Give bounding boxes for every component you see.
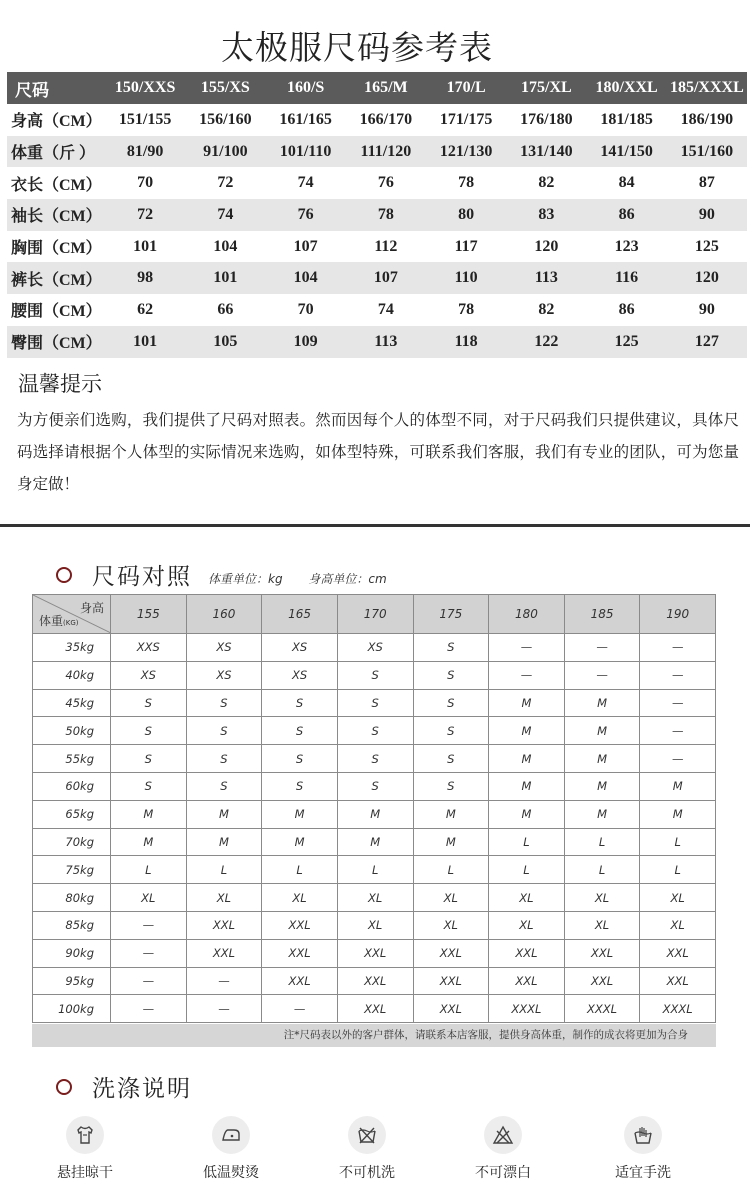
table-cell: 176/180 xyxy=(506,104,586,136)
table-cell: 151/155 xyxy=(105,104,185,136)
size-cell: M xyxy=(489,689,565,717)
wash-label: 低温熨烫 xyxy=(203,1165,259,1181)
table-cell: 101 xyxy=(105,231,185,263)
wash-label: 不可漂白 xyxy=(475,1165,531,1181)
table-cell: 72 xyxy=(105,199,185,231)
size-cell: L xyxy=(337,856,413,884)
size-table-header xyxy=(7,72,747,104)
table-cell: 86 xyxy=(587,294,667,326)
size-cell: XXL xyxy=(413,995,489,1023)
table-row xyxy=(7,167,747,199)
table-cell: 171/175 xyxy=(426,104,506,136)
table-cell: 76 xyxy=(266,199,346,231)
height-unit: 身高单位：cm xyxy=(308,572,387,586)
table-cell: 118 xyxy=(426,326,506,358)
weight-label: 80kg xyxy=(33,884,111,912)
size-cell: — xyxy=(564,661,640,689)
table-cell: 74 xyxy=(346,294,426,326)
hand-wash-icon xyxy=(624,1116,662,1154)
size-cell: M xyxy=(640,800,716,828)
weight-height-size-chart xyxy=(32,594,716,1023)
size-cell: XXL xyxy=(186,939,262,967)
table-cell: 107 xyxy=(346,262,426,294)
chart-footnote: 注*尺码表以外的客户群体，请联系本店客服，提供身高体重，制作的成衣将更加为合身 xyxy=(32,1024,716,1047)
size-cell: S xyxy=(262,745,338,773)
height-header-cell: 165 xyxy=(262,595,338,634)
table-cell: 120 xyxy=(667,262,747,294)
wash-title: 洗涤说明 xyxy=(92,1076,192,1102)
size-cell: M xyxy=(262,800,338,828)
size-cell: XL xyxy=(413,911,489,939)
height-header-cell: 185 xyxy=(564,595,640,634)
unit-notes xyxy=(208,570,409,587)
weight-label: 55kg xyxy=(33,745,111,773)
size-cell: S xyxy=(262,689,338,717)
weight-label: 95kg xyxy=(33,967,111,995)
size-cell: XXL xyxy=(262,967,338,995)
row-label: 胸围（CM） xyxy=(7,231,105,263)
size-header-cell: 175/XL xyxy=(506,72,586,104)
table-cell: 181/185 xyxy=(587,104,667,136)
size-cell: S xyxy=(111,717,187,745)
table-row xyxy=(33,772,716,800)
table-row xyxy=(33,745,716,773)
wash-item-low-iron xyxy=(176,1116,286,1182)
table-cell: 86 xyxy=(587,199,667,231)
size-cell: — xyxy=(640,661,716,689)
size-cell: S xyxy=(262,717,338,745)
size-cell: S xyxy=(413,717,489,745)
size-cell: S xyxy=(337,689,413,717)
table-cell: 70 xyxy=(105,167,185,199)
weight-label: 60kg xyxy=(33,772,111,800)
size-header-cell: 160/S xyxy=(266,72,346,104)
size-cell: XS xyxy=(337,634,413,662)
size-cell: — xyxy=(186,967,262,995)
size-header-cell: 150/XXS xyxy=(105,72,185,104)
size-cell: M xyxy=(337,800,413,828)
table-row xyxy=(33,828,716,856)
size-cell: XXL xyxy=(413,967,489,995)
table-row xyxy=(7,136,747,168)
row-label: 臀围（CM） xyxy=(7,326,105,358)
table-cell: 74 xyxy=(266,167,346,199)
low-iron-icon xyxy=(212,1116,250,1154)
table-row xyxy=(33,800,716,828)
size-cell: S xyxy=(186,717,262,745)
size-cell: XXL xyxy=(413,939,489,967)
table-cell: 83 xyxy=(506,199,586,231)
table-row xyxy=(33,634,716,662)
size-cell: L xyxy=(564,856,640,884)
wash-item-no-bleach xyxy=(448,1116,558,1182)
wash-item-no-machine-wash xyxy=(312,1116,422,1182)
table-cell: 117 xyxy=(426,231,506,263)
size-cell: XL xyxy=(337,911,413,939)
size-cell: L xyxy=(262,856,338,884)
size-cell: XXL xyxy=(337,995,413,1023)
table-row xyxy=(7,104,747,136)
size-cell: XS xyxy=(262,634,338,662)
size-chart-title: 尺码对照 xyxy=(92,564,192,590)
table-cell: 113 xyxy=(346,326,426,358)
weight-label: 45kg xyxy=(33,689,111,717)
row-label: 腰围（CM） xyxy=(7,294,105,326)
corner-height-label: 身高 xyxy=(79,601,104,615)
wash-item-hang-dry xyxy=(30,1116,140,1182)
size-cell: M xyxy=(489,772,565,800)
height-header-cell: 160 xyxy=(186,595,262,634)
table-cell: 98 xyxy=(105,262,185,294)
table-cell: 120 xyxy=(506,231,586,263)
size-cell: XL xyxy=(337,884,413,912)
size-cell: M xyxy=(262,828,338,856)
size-cell: XXL xyxy=(262,939,338,967)
ring-bullet-icon xyxy=(56,1079,72,1095)
corner-weight-label: 体重(KG) xyxy=(39,614,79,628)
table-row xyxy=(7,294,747,326)
size-chart-header xyxy=(56,558,409,591)
size-header-cell: 180/XXL xyxy=(587,72,667,104)
weight-label: 50kg xyxy=(33,717,111,745)
size-cell: — xyxy=(640,634,716,662)
wash-label: 适宜手洗 xyxy=(615,1165,671,1181)
size-cell: M xyxy=(111,800,187,828)
table-row xyxy=(33,856,716,884)
row-label: 袖长（CM） xyxy=(7,199,105,231)
tips-text: 为方便亲们选购，我们提供了尺码对照表。然而因每个人的体型不同，对于尺码我们只提供建议，具体尺码选择请根据个人体型的实际情况来选购，如体型特殊，可联系我们客服，我们有专业的团队，可为您量身定做！ xyxy=(17,411,739,493)
table-cell: 78 xyxy=(346,199,426,231)
table-cell: 84 xyxy=(587,167,667,199)
height-header-cell: 170 xyxy=(337,595,413,634)
size-cell: S xyxy=(111,772,187,800)
table-cell: 105 xyxy=(185,326,265,358)
table-cell: 109 xyxy=(266,326,346,358)
table-row xyxy=(7,262,747,294)
size-cell: — xyxy=(111,939,187,967)
table-cell: 111/120 xyxy=(346,136,426,168)
size-cell: XXL xyxy=(337,967,413,995)
table-cell: 112 xyxy=(346,231,426,263)
weight-unit: 体重单位：kg xyxy=(208,572,283,586)
table-cell: 125 xyxy=(667,231,747,263)
table-cell: 82 xyxy=(506,167,586,199)
size-cell: XXXL xyxy=(489,995,565,1023)
size-cell: — xyxy=(111,995,187,1023)
size-cell: XS xyxy=(111,661,187,689)
size-cell: — xyxy=(111,967,187,995)
size-cell: M xyxy=(564,717,640,745)
table-cell: 122 xyxy=(506,326,586,358)
section-divider xyxy=(0,524,750,527)
size-cell: XS xyxy=(186,634,262,662)
size-cell: XL xyxy=(262,884,338,912)
size-cell: — xyxy=(186,995,262,1023)
table-cell: 186/190 xyxy=(667,104,747,136)
table-cell: 74 xyxy=(185,199,265,231)
table-row xyxy=(33,661,716,689)
wash-label: 悬挂晾干 xyxy=(57,1165,113,1181)
size-cell: L xyxy=(413,856,489,884)
size-cell: — xyxy=(111,911,187,939)
size-header-cell: 155/XS xyxy=(185,72,265,104)
hang-dry-icon xyxy=(66,1116,104,1154)
size-cell: S xyxy=(413,689,489,717)
size-cell: L xyxy=(564,828,640,856)
size-cell: XXS xyxy=(111,634,187,662)
weight-label: 40kg xyxy=(33,661,111,689)
table-cell: 156/160 xyxy=(185,104,265,136)
size-cell: S xyxy=(337,772,413,800)
table-cell: 101 xyxy=(185,262,265,294)
table-cell: 70 xyxy=(266,294,346,326)
table-cell: 78 xyxy=(426,294,506,326)
table-cell: 82 xyxy=(506,294,586,326)
size-cell: XXL xyxy=(262,911,338,939)
size-cell: M xyxy=(564,745,640,773)
table-row xyxy=(33,884,716,912)
size-cell: M xyxy=(564,772,640,800)
row-label: 身高（CM） xyxy=(7,104,105,136)
wash-label: 不可机洗 xyxy=(339,1165,395,1181)
size-cell: M xyxy=(413,828,489,856)
size-cell: M xyxy=(564,800,640,828)
size-cell: S xyxy=(186,772,262,800)
table-row xyxy=(33,939,716,967)
size-cell: S xyxy=(186,745,262,773)
size-cell: S xyxy=(186,689,262,717)
no-machine-wash-icon xyxy=(348,1116,386,1154)
size-cell: M xyxy=(489,717,565,745)
table-cell: 90 xyxy=(667,199,747,231)
table-cell: 91/100 xyxy=(185,136,265,168)
wash-item-hand-wash xyxy=(588,1116,698,1182)
table-cell: 78 xyxy=(426,167,506,199)
size-cell: M xyxy=(640,772,716,800)
size-cell: XXXL xyxy=(564,995,640,1023)
size-cell: XXL xyxy=(564,967,640,995)
size-cell: XL xyxy=(564,884,640,912)
size-cell: M xyxy=(337,828,413,856)
wash-header xyxy=(56,1070,192,1103)
table-cell: 127 xyxy=(667,326,747,358)
size-cell: — xyxy=(640,717,716,745)
table-row xyxy=(33,911,716,939)
weight-label: 85kg xyxy=(33,911,111,939)
table-cell: 151/160 xyxy=(667,136,747,168)
size-cell: S xyxy=(111,745,187,773)
table-cell: 66 xyxy=(185,294,265,326)
table-cell: 62 xyxy=(105,294,185,326)
ring-bullet-icon xyxy=(56,567,72,583)
height-header-cell: 175 xyxy=(413,595,489,634)
size-cell: — xyxy=(262,995,338,1023)
size-cell: XXL xyxy=(564,939,640,967)
row-label: 体重（斤 ） xyxy=(7,136,105,168)
table-cell: 101 xyxy=(105,326,185,358)
size-cell: S xyxy=(111,689,187,717)
size-cell: L xyxy=(489,856,565,884)
table-cell: 80 xyxy=(426,199,506,231)
chart-header-row xyxy=(33,595,716,634)
size-cell: S xyxy=(413,745,489,773)
table-cell: 141/150 xyxy=(587,136,667,168)
table-cell: 131/140 xyxy=(506,136,586,168)
size-cell: S xyxy=(337,661,413,689)
size-cell: M xyxy=(489,800,565,828)
table-cell: 104 xyxy=(266,262,346,294)
height-header-cell: 155 xyxy=(111,595,187,634)
table-cell: 76 xyxy=(346,167,426,199)
tips-title: 温馨提示 xyxy=(18,372,102,396)
table-cell: 121/130 xyxy=(426,136,506,168)
size-cell: S xyxy=(337,745,413,773)
table-cell: 81/90 xyxy=(105,136,185,168)
size-cell: S xyxy=(262,772,338,800)
size-cell: XS xyxy=(186,661,262,689)
size-cell: XXL xyxy=(640,939,716,967)
size-cell: XL xyxy=(640,911,716,939)
size-header-cell: 170/L xyxy=(426,72,506,104)
size-header-cell: 165/M xyxy=(346,72,426,104)
size-cell: S xyxy=(413,634,489,662)
table-cell: 101/110 xyxy=(266,136,346,168)
page-title: 太极服尺码参考表 xyxy=(221,28,493,67)
table-cell: 87 xyxy=(667,167,747,199)
size-cell: XXXL xyxy=(640,995,716,1023)
table-cell: 116 xyxy=(587,262,667,294)
weight-label: 70kg xyxy=(33,828,111,856)
height-header-cell: 180 xyxy=(489,595,565,634)
weight-label: 65kg xyxy=(33,800,111,828)
size-cell: XXL xyxy=(489,939,565,967)
size-cell: XL xyxy=(186,884,262,912)
weight-label: 35kg xyxy=(33,634,111,662)
row-label: 裤长（CM） xyxy=(7,262,105,294)
table-cell: 161/165 xyxy=(266,104,346,136)
size-reference-table xyxy=(7,72,747,358)
size-cell: S xyxy=(413,661,489,689)
size-cell: M xyxy=(413,800,489,828)
size-cell: L xyxy=(186,856,262,884)
size-cell: M xyxy=(186,828,262,856)
size-cell: XL xyxy=(564,911,640,939)
size-cell: XL xyxy=(413,884,489,912)
size-cell: — xyxy=(489,661,565,689)
size-cell: M xyxy=(489,745,565,773)
size-cell: M xyxy=(564,689,640,717)
size-cell: XL xyxy=(640,884,716,912)
height-header-cell: 190 xyxy=(640,595,716,634)
weight-label: 75kg xyxy=(33,856,111,884)
table-cell: 72 xyxy=(185,167,265,199)
size-cell: XXL xyxy=(337,939,413,967)
size-cell: L xyxy=(111,856,187,884)
table-cell: 90 xyxy=(667,294,747,326)
table-cell: 123 xyxy=(587,231,667,263)
size-cell: S xyxy=(337,717,413,745)
table-row xyxy=(7,199,747,231)
size-cell: XL xyxy=(111,884,187,912)
no-bleach-icon xyxy=(484,1116,522,1154)
table-cell: 104 xyxy=(185,231,265,263)
size-cell: — xyxy=(640,689,716,717)
weight-label: 100kg xyxy=(33,995,111,1023)
size-header-cell: 185/XXXL xyxy=(667,72,747,104)
table-row xyxy=(7,326,747,358)
size-cell: — xyxy=(564,634,640,662)
size-cell: XL xyxy=(489,884,565,912)
size-cell: XL xyxy=(489,911,565,939)
table-row xyxy=(33,995,716,1023)
chart-corner-cell xyxy=(33,595,111,634)
size-cell: L xyxy=(640,856,716,884)
size-cell: — xyxy=(489,634,565,662)
table-row xyxy=(33,717,716,745)
table-cell: 107 xyxy=(266,231,346,263)
table-cell: 110 xyxy=(426,262,506,294)
size-header-label: 尺码 xyxy=(7,72,105,104)
table-cell: 166/170 xyxy=(346,104,426,136)
table-cell: 125 xyxy=(587,326,667,358)
size-cell: XXL xyxy=(640,967,716,995)
size-cell: M xyxy=(111,828,187,856)
size-cell: S xyxy=(413,772,489,800)
size-cell: — xyxy=(640,745,716,773)
size-cell: M xyxy=(186,800,262,828)
weight-label: 90kg xyxy=(33,939,111,967)
table-row xyxy=(33,689,716,717)
size-cell: XXL xyxy=(186,911,262,939)
size-cell: XS xyxy=(262,661,338,689)
size-cell: L xyxy=(489,828,565,856)
table-cell: 113 xyxy=(506,262,586,294)
table-row xyxy=(7,231,747,263)
size-cell: XXL xyxy=(489,967,565,995)
size-cell: L xyxy=(640,828,716,856)
row-label: 衣长（CM） xyxy=(7,167,105,199)
table-row xyxy=(33,967,716,995)
